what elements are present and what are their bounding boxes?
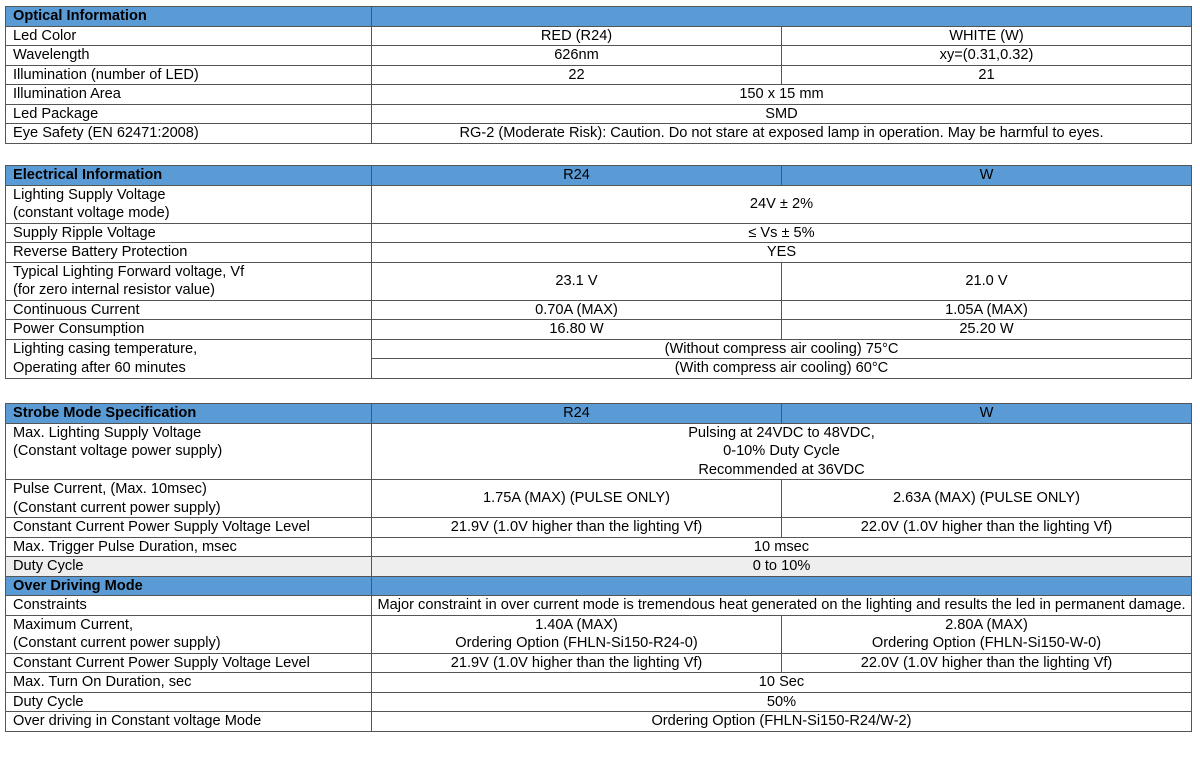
supply-voltage-label bbox=[6, 185, 372, 223]
power-label: Power Consumption bbox=[6, 320, 372, 340]
overdrive-cc-voltage-w: 22.0V (1.0V higher than the lighting Vf) bbox=[782, 653, 1192, 673]
wavelength-w: xy=(0.31,0.32) bbox=[782, 46, 1192, 66]
max-current-label bbox=[6, 615, 372, 653]
max-current-r-line1: 1.40A (MAX) bbox=[535, 616, 618, 633]
max-supply-value-line2: 0-10% Duty Cycle bbox=[723, 443, 840, 459]
continuous-current-label: Continuous Current bbox=[6, 300, 372, 320]
table-row bbox=[6, 537, 1192, 557]
max-supply-value-line1: Pulsing at 24VDC to 48VDC, bbox=[688, 424, 875, 441]
illumination-r: 22 bbox=[372, 65, 782, 85]
continuous-current-w: 1.05A (MAX) bbox=[782, 300, 1192, 320]
table-row bbox=[6, 653, 1192, 673]
table-row bbox=[6, 557, 1192, 577]
wavelength-label: Wavelength bbox=[6, 46, 372, 66]
package-value: SMD bbox=[372, 104, 1192, 124]
electrical-col-w: W bbox=[782, 166, 1192, 186]
optical-header: Optical Information bbox=[6, 7, 372, 27]
forward-voltage-r: 23.1 V bbox=[372, 262, 782, 300]
table-row bbox=[6, 423, 1192, 480]
supply-voltage-label-line2: (constant voltage mode) bbox=[13, 205, 170, 221]
strobe-cc-voltage-w: 22.0V (1.0V higher than the lighting Vf) bbox=[782, 518, 1192, 538]
table-row bbox=[6, 223, 1192, 243]
strobe-header-row bbox=[6, 404, 1192, 424]
led-color-label: Led Color bbox=[6, 26, 372, 46]
strobe-duty-label: Duty Cycle bbox=[6, 557, 372, 577]
electrical-header-row bbox=[6, 166, 1192, 186]
trigger-value: 10 msec bbox=[372, 537, 1192, 557]
table-row bbox=[6, 104, 1192, 124]
casing-temp-value1: (Without compress air cooling) 75°C bbox=[372, 339, 1192, 359]
max-supply-value bbox=[372, 423, 1192, 480]
table-row bbox=[6, 243, 1192, 263]
strobe-cc-voltage-label: Constant Current Power Supply Voltage Level bbox=[6, 518, 372, 538]
max-current-w-line1: 2.80A (MAX) bbox=[945, 616, 1028, 633]
electrical-header: Electrical Information bbox=[6, 166, 372, 186]
max-current-label-line2: (Constant current power supply) bbox=[13, 635, 221, 651]
table-row bbox=[6, 480, 1192, 518]
reverse-value: YES bbox=[372, 243, 1192, 263]
forward-voltage-label-line1: Typical Lighting Forward voltage, Vf bbox=[13, 263, 245, 280]
overdrive-duty-value: 50% bbox=[372, 692, 1192, 712]
pulse-current-label-line1: Pulse Current, (Max. 10msec) bbox=[13, 481, 207, 497]
optical-header-row bbox=[6, 7, 1192, 27]
illumination-w: 21 bbox=[782, 65, 1192, 85]
table-row bbox=[6, 46, 1192, 66]
electrical-info-table bbox=[5, 165, 1192, 379]
forward-voltage-label-line2: (for zero internal resistor value) bbox=[13, 282, 215, 298]
power-w: 25.20 W bbox=[782, 320, 1192, 340]
strobe-header: Strobe Mode Specification bbox=[6, 404, 372, 424]
cv-mode-value: Ordering Option (FHLN-Si150-R24/W-2) bbox=[372, 712, 1192, 732]
optical-info-table bbox=[5, 6, 1192, 144]
table-row bbox=[6, 26, 1192, 46]
table-row bbox=[6, 712, 1192, 732]
strobe-duty-value: 0 to 10% bbox=[372, 557, 1192, 577]
table-row bbox=[6, 615, 1192, 653]
area-label: Illumination Area bbox=[6, 85, 372, 105]
power-r: 16.80 W bbox=[372, 320, 782, 340]
continuous-current-r: 0.70A (MAX) bbox=[372, 300, 782, 320]
supply-voltage-label-line1: Lighting Supply Voltage bbox=[13, 186, 166, 203]
overdrive-cc-voltage-label: Constant Current Power Supply Voltage Level bbox=[6, 653, 372, 673]
table-row bbox=[6, 596, 1192, 616]
reverse-label: Reverse Battery Protection bbox=[6, 243, 372, 263]
max-supply-label bbox=[6, 423, 372, 480]
ripple-value: ≤ Vs ± 5% bbox=[372, 223, 1192, 243]
table-row bbox=[6, 518, 1192, 538]
pulse-current-label-line2: (Constant current power supply) bbox=[13, 499, 221, 516]
strobe-col-w: W bbox=[782, 404, 1192, 424]
trigger-label: Max. Trigger Pulse Duration, msec bbox=[6, 537, 372, 557]
max-current-label-line1: Maximum Current, bbox=[13, 616, 134, 633]
casing-temp-label-line2: Operating after 60 minutes bbox=[13, 359, 186, 376]
casing-temp-value2: (With compress air cooling) 60°C bbox=[372, 359, 1192, 379]
table-row bbox=[6, 673, 1192, 693]
table-row bbox=[6, 692, 1192, 712]
supply-voltage-value: 24V ± 2% bbox=[372, 185, 1192, 223]
eye-safety-value: RG-2 (Moderate Risk): Caution. Do not stare at exposed lamp in operation. May be harmful to eyes. bbox=[372, 124, 1192, 144]
max-current-r bbox=[372, 615, 782, 653]
table-row bbox=[6, 320, 1192, 340]
led-color-w: WHITE (W) bbox=[782, 26, 1192, 46]
max-supply-label-line2: (Constant voltage power supply) bbox=[13, 443, 223, 459]
table-row bbox=[6, 300, 1192, 320]
forward-voltage-w: 21.0 V bbox=[782, 262, 1192, 300]
overdrive-header-row bbox=[6, 576, 1192, 596]
constraints-label: Constraints bbox=[6, 596, 372, 616]
max-current-w bbox=[782, 615, 1192, 653]
pulse-current-w: 2.63A (MAX) (PULSE ONLY) bbox=[782, 480, 1192, 518]
package-label: Led Package bbox=[6, 104, 372, 124]
table-row bbox=[6, 65, 1192, 85]
table-row bbox=[6, 124, 1192, 144]
overdrive-header: Over Driving Mode bbox=[6, 576, 372, 596]
max-current-r-line2: Ordering Option (FHLN-Si150-R24-0) bbox=[455, 635, 698, 651]
overdrive-cc-voltage-r: 21.9V (1.0V higher than the lighting Vf) bbox=[372, 653, 782, 673]
table-row bbox=[6, 185, 1192, 223]
overdrive-header-blank bbox=[372, 576, 1192, 596]
overdrive-duty-label: Duty Cycle bbox=[6, 692, 372, 712]
pulse-current-label bbox=[6, 480, 372, 518]
area-value: 150 x 15 mm bbox=[372, 85, 1192, 105]
casing-temp-label-line1: Lighting casing temperature, bbox=[13, 341, 198, 357]
optical-header-blank bbox=[372, 7, 1192, 27]
eye-safety-label: Eye Safety (EN 62471:2008) bbox=[6, 124, 372, 144]
casing-temp-label bbox=[6, 339, 372, 378]
illumination-label: Illumination (number of LED) bbox=[6, 65, 372, 85]
forward-voltage-label bbox=[6, 262, 372, 300]
turn-on-value: 10 Sec bbox=[372, 673, 1192, 693]
turn-on-label: Max. Turn On Duration, sec bbox=[6, 673, 372, 693]
strobe-col-r24: R24 bbox=[372, 404, 782, 424]
ripple-label: Supply Ripple Voltage bbox=[6, 223, 372, 243]
cv-mode-label: Over driving in Constant voltage Mode bbox=[6, 712, 372, 732]
max-current-w-line2: Ordering Option (FHLN-Si150-W-0) bbox=[871, 635, 1102, 651]
max-supply-value-line3: Recommended at 36VDC bbox=[698, 461, 865, 478]
electrical-col-r24: R24 bbox=[372, 166, 782, 186]
table-row bbox=[6, 339, 1192, 359]
strobe-cc-voltage-r: 21.9V (1.0V higher than the lighting Vf) bbox=[372, 518, 782, 538]
wavelength-r: 626nm bbox=[372, 46, 782, 66]
constraints-value: Major constraint in over current mode is tremendous heat generated on the lighting and results the led in permanent damage. bbox=[372, 596, 1192, 616]
strobe-mode-table bbox=[5, 403, 1192, 732]
pulse-current-r: 1.75A (MAX) (PULSE ONLY) bbox=[372, 480, 782, 518]
max-supply-label-line1: Max. Lighting Supply Voltage bbox=[13, 424, 202, 441]
table-row bbox=[6, 262, 1192, 300]
led-color-r: RED (R24) bbox=[372, 26, 782, 46]
table-row bbox=[6, 85, 1192, 105]
